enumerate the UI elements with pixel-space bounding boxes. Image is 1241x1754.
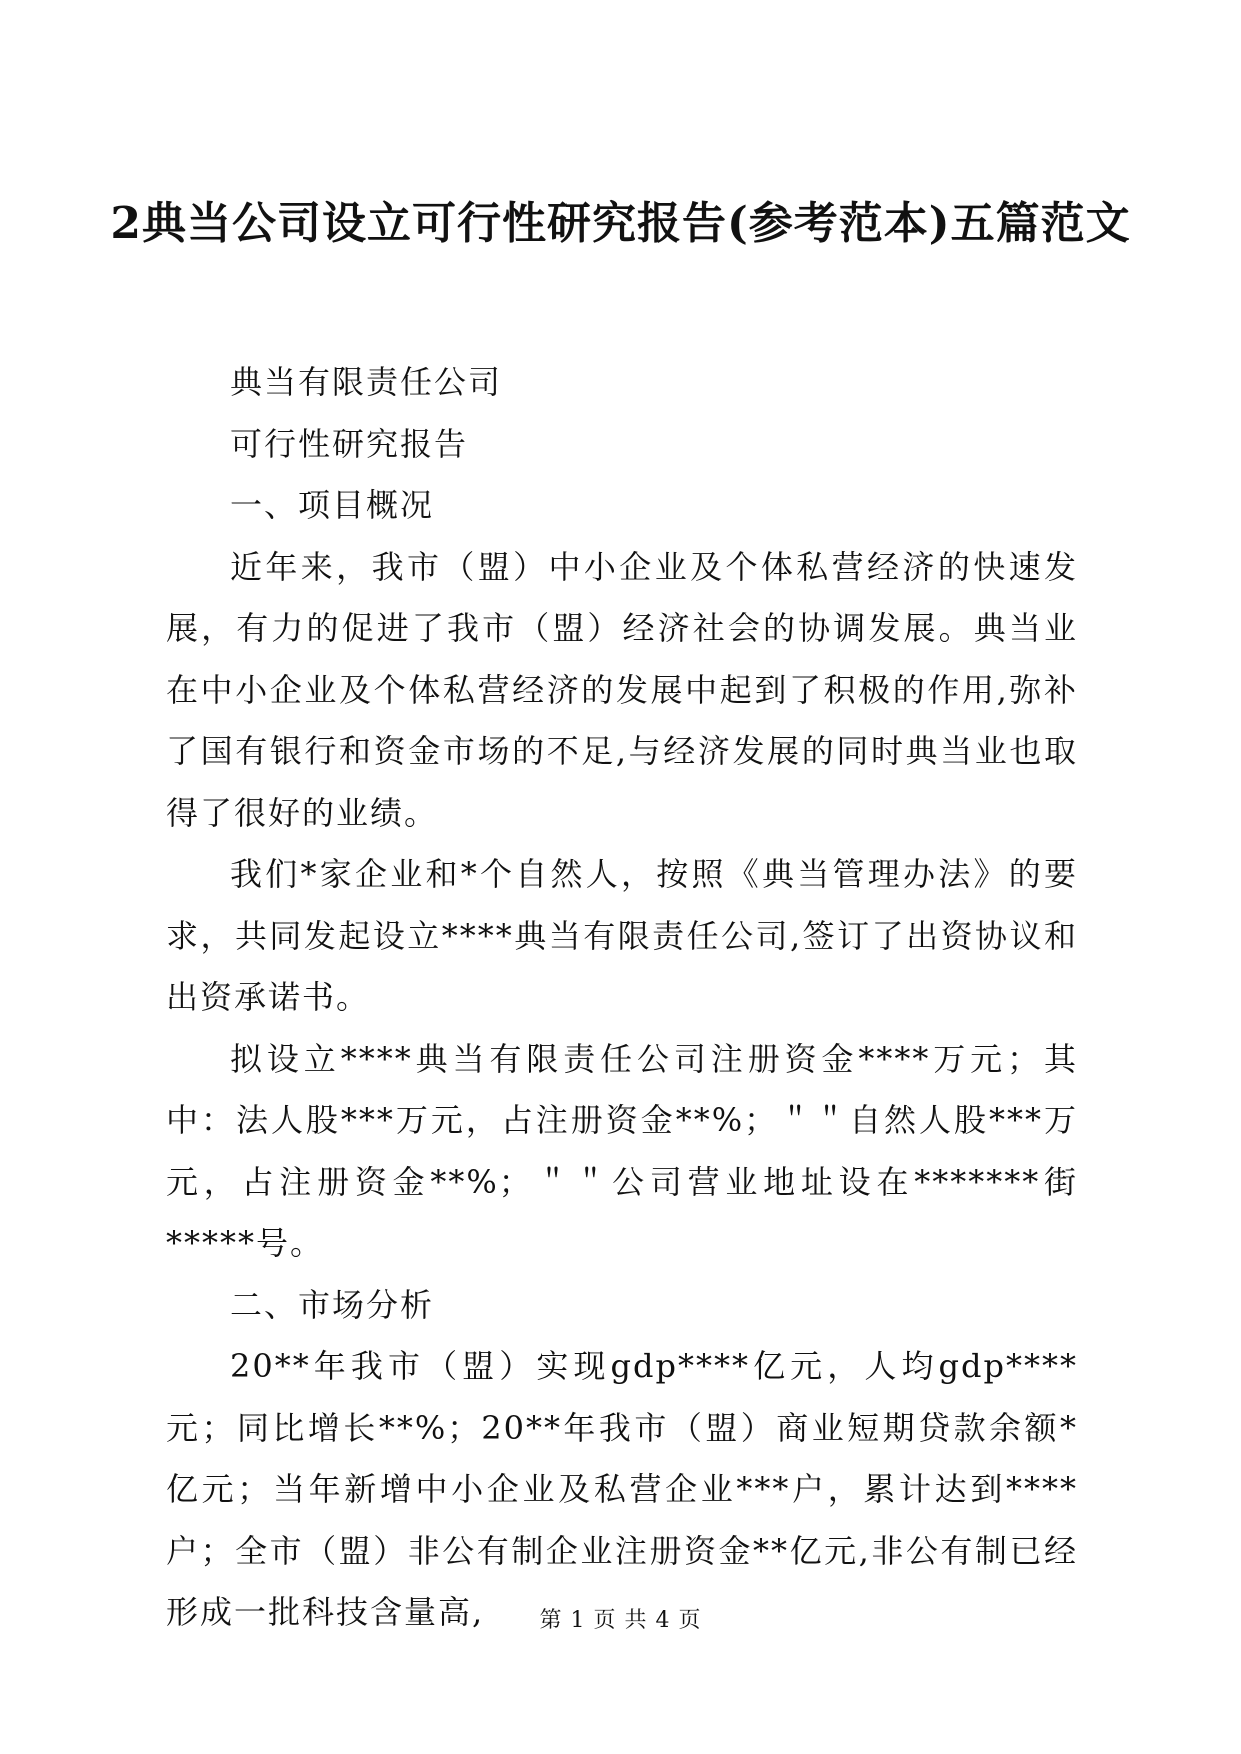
paragraph-company-name: 典当有限责任公司	[230, 363, 503, 401]
document-title: 2典当公司设立可行性研究报告(参考范本)五篇范文	[110, 198, 1131, 249]
page-footer: 第 1 页 共 4 页	[539, 1608, 702, 1633]
document-body	[166, 352, 1078, 1644]
section-heading-market: 二、市场分析	[230, 1285, 435, 1324]
paragraph-report-title: 可行性研究报告	[230, 424, 469, 463]
paragraph-background: 近年来，我市（盟）中小企业及个体私营经济的快速发展，有力的促进了我市（盟）经济社会的协调发展。典当业在中小企业及个体私营经济的发展中起到了积极的作用,弥补了国有银行和资金市场的不足,与经济发展的同时典当业也取得了很好的业绩。	[166, 547, 1078, 832]
paragraph-market-stats: 20**年我市（盟）实现gdp****亿元，人均gdp****元；同比增长**%；20**年我市（盟）商业短期贷款余额*亿元；当年新增中小企业及私营企业***户，累计达到****户；全市（盟）非公有制企业注册资金**亿元,非公有制已经形成一批科技含量高,	[166, 1347, 1078, 1631]
paragraph-founders: 我们*家企业和*个自然人，按照《典当管理办法》的要求，共同发起设立****典当有限责任公司,签订了出资协议和出资承诺书。	[166, 855, 1078, 1016]
paragraph-capital: 拟设立****典当有限责任公司注册资金****万元；其中：法人股***万元，占注册资金**%；＂＂自然人股***万元，占注册资金**%；＂＂公司营业地址设在*******街*****号。	[166, 1039, 1078, 1262]
section-heading-overview: 一、项目概况	[230, 486, 435, 524]
